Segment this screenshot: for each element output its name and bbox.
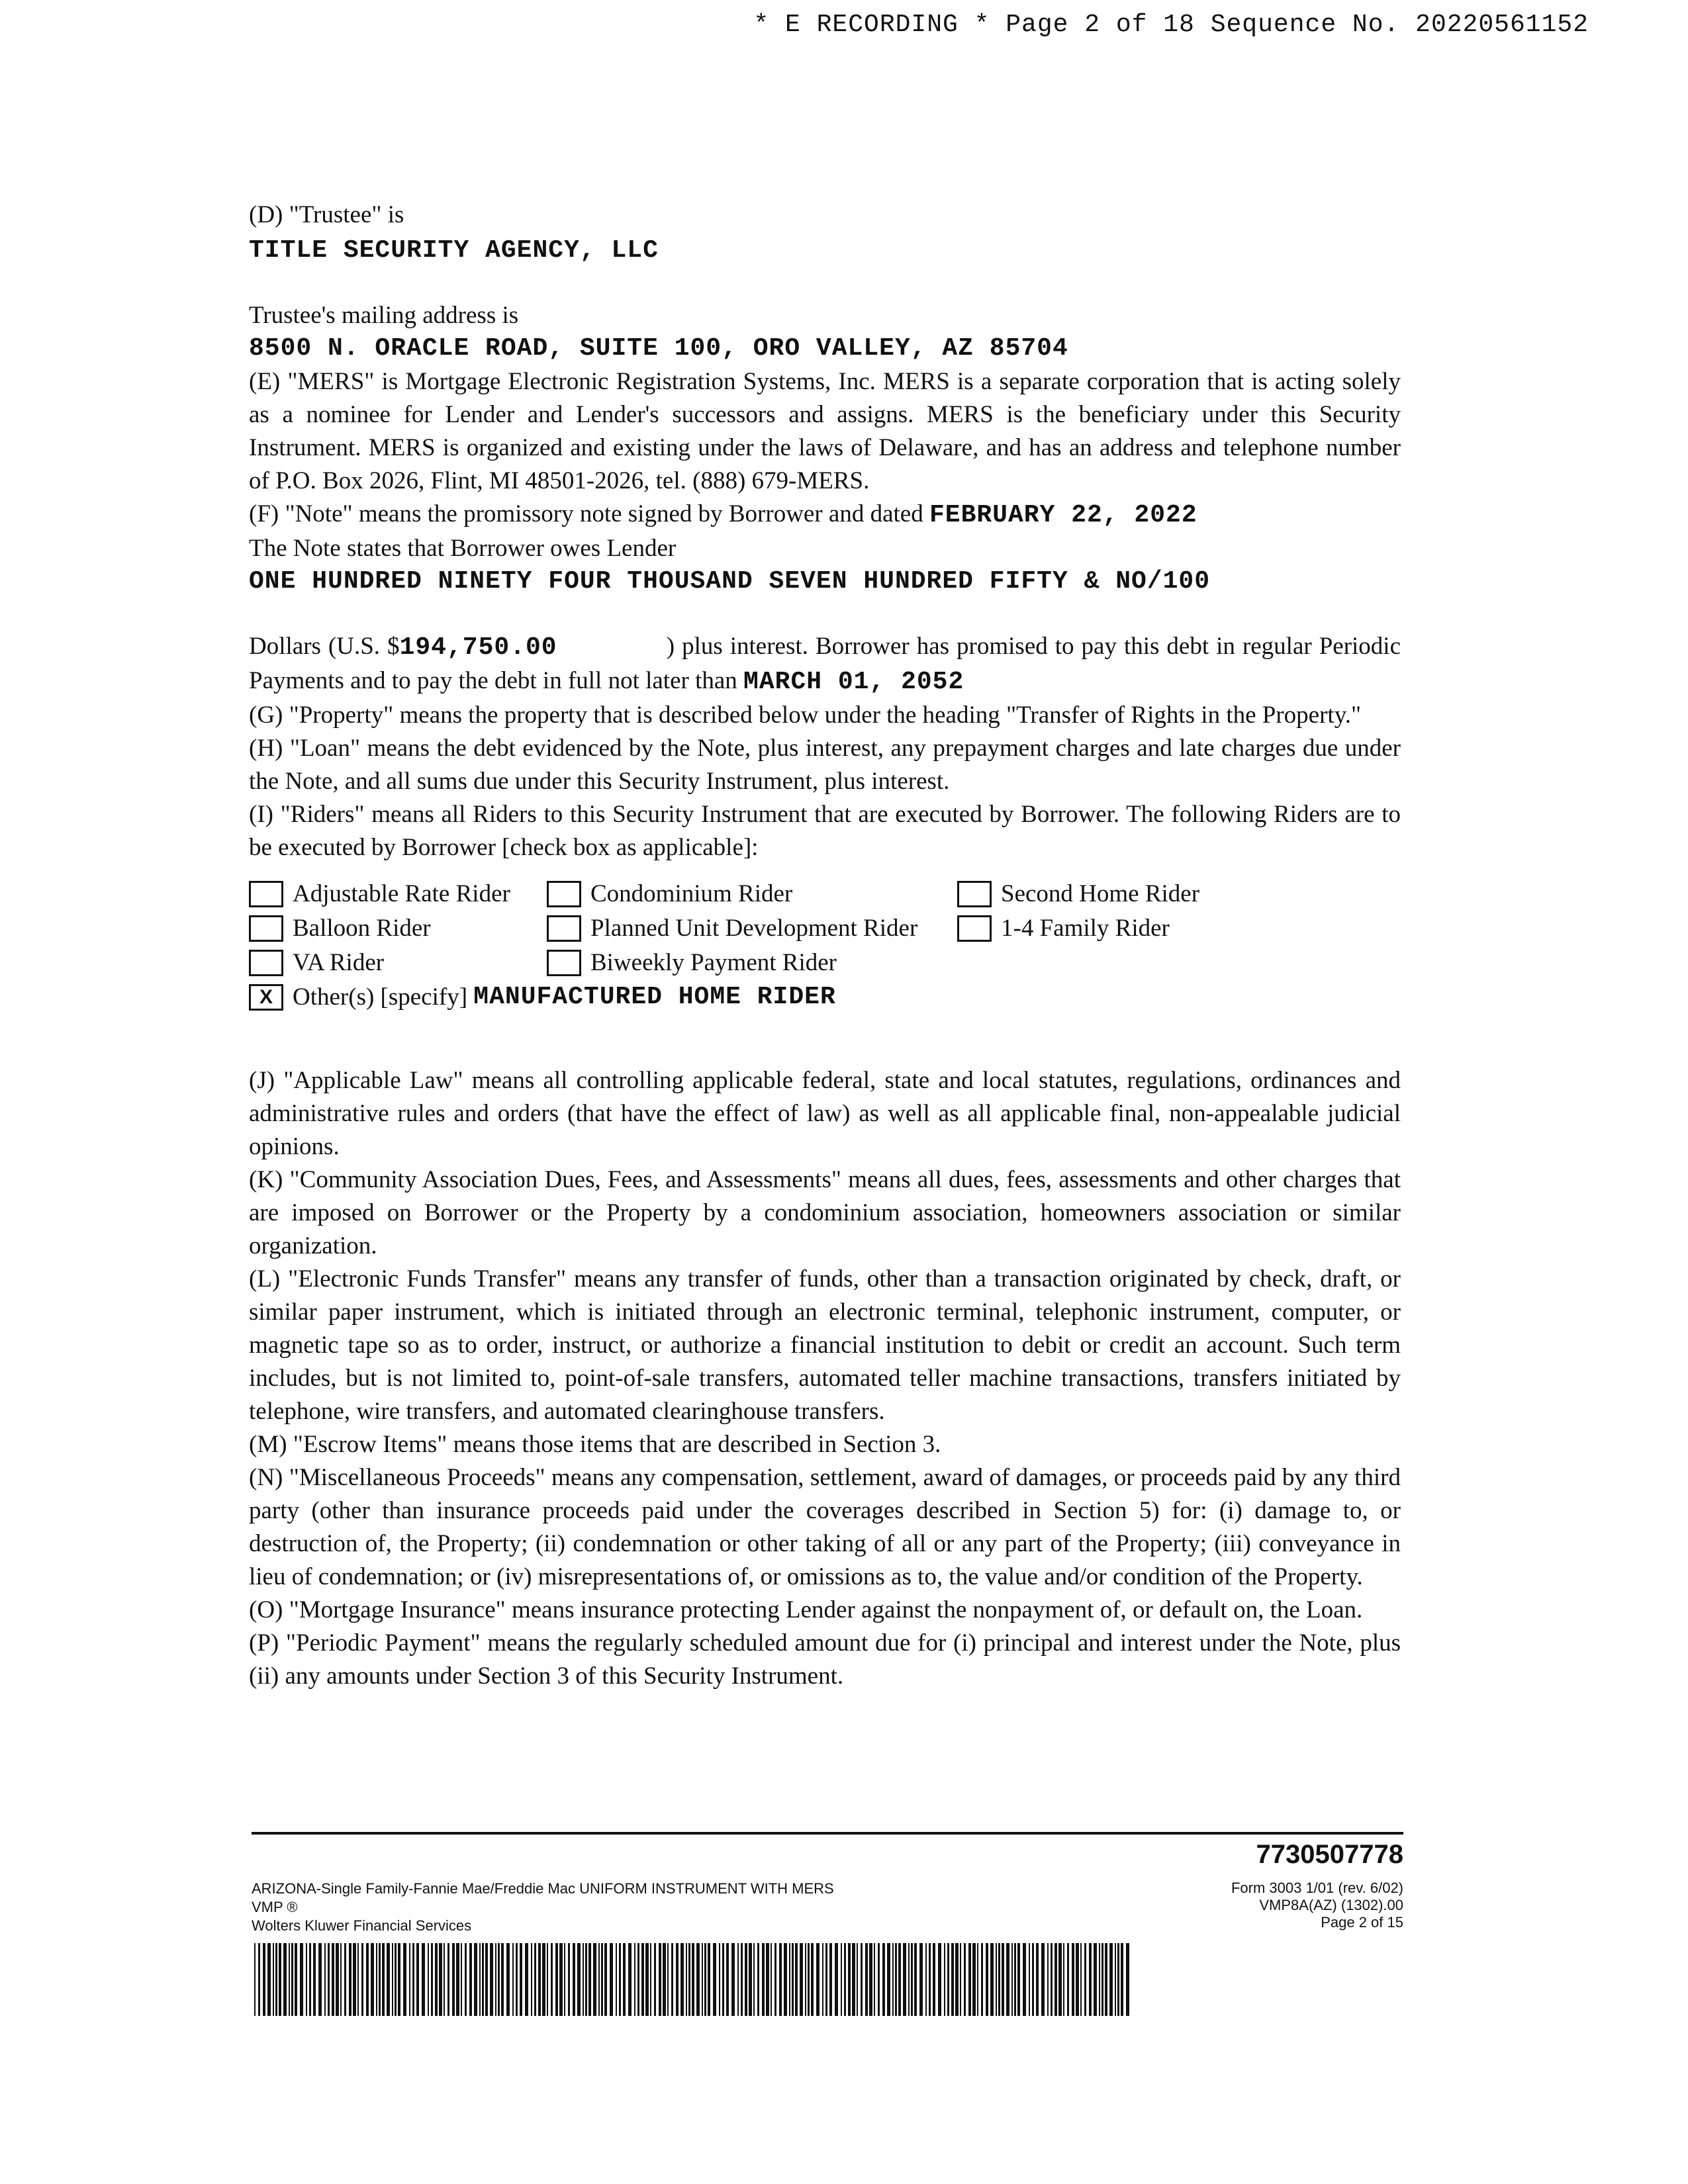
rider-one-four-family <box>957 912 1354 945</box>
va-checkbox <box>249 950 283 976</box>
balloon-checkbox <box>249 915 283 942</box>
form-codes <box>1231 1880 1403 1931</box>
section-i-riders: (I) "Riders" means all Riders to this Security Instrument that are executed by Borrower. The following Riders are to be executed by Borrower [check box as applicable]: <box>249 801 1401 861</box>
section-l-electronic-funds: (L) "Electronic Funds Transfer" means any transfer of funds, other than a transaction originated by check, draft, or similar paper instrument, which is initiated through an electronic terminal, telephonic instrument, computer, or magnetic tape so as to order, instruct, or authorize a financial institution to debit or credit an account. Such term includes, but is not limited to, point-of-sale transfers, automated teller machine transactions, transfers initiated by telephone, wire transfers, and automated clearinghouse transfers. <box>249 1265 1401 1425</box>
form-line-3: Wolters Kluwer Financial Services <box>252 1917 472 1934</box>
section-d-heading: (D) "Trustee" is <box>249 201 404 228</box>
rider-adjustable-rate <box>249 878 547 911</box>
section-o-mortgage-insurance: (O) "Mortgage Insurance" means insurance protecting Lender against the nonpayment of, or default on, the Loan. <box>249 1596 1363 1623</box>
rider-other <box>249 981 1354 1014</box>
planned-unit-label: Planned Unit Development Rider <box>590 915 918 942</box>
recording-stamp: * E RECORDING * Page 2 of 18 Sequence No. 20220561152 <box>753 11 1589 39</box>
rider-biweekly <box>547 946 957 979</box>
section-j-applicable-law: (J) "Applicable Law" means all controlling applicable federal, state and local statutes, regulations, ordinances and administrative rules and orders (that have the effect of law) as well as all applicable final, non-appealable judicial opinions. <box>249 1067 1401 1160</box>
loan-amount-number: 194,750.00 <box>399 633 557 662</box>
section-e-mers: (E) "MERS" is Mortgage Electronic Registration Systems, Inc. MERS is a separate corporation that is acting solely as a nominee for Lender and Lender's successors and assigns. MERS is the beneficiary under this Security Instrument. MERS is organized and existing under the laws of Delaware, and has an address and telephone number of P.O. Box 2026, Flint, MI 48501-2026, tel. (888) 679-MERS. <box>249 368 1401 494</box>
form-line-2: VMP ® <box>252 1899 298 1915</box>
section-p-periodic-payment: (P) "Periodic Payment" means the regularly scheduled amount due for (i) principal and interest under the Note, plus (ii) any amounts under Section 3 of this Security Instrument. <box>249 1629 1401 1690</box>
biweekly-checkbox <box>547 950 581 976</box>
planned-unit-checkbox <box>547 915 581 942</box>
biweekly-label: Biweekly Payment Rider <box>590 949 837 976</box>
vmp-code: VMP8A(AZ) (1302).00 <box>1259 1897 1403 1913</box>
form-number: Form 3003 1/01 (rev. 6/02) <box>1231 1880 1403 1896</box>
loan-number: 7730507778 <box>1256 1840 1403 1869</box>
other-label: Other(s) [specify] <box>293 983 468 1011</box>
condominium-label: Condominium Rider <box>590 880 793 907</box>
trustee-mailing-address: 8500 N. ORACLE ROAD, SUITE 100, ORO VALLEY, AZ 85704 <box>249 334 1068 363</box>
one-four-family-label: 1-4 Family Rider <box>1001 915 1170 942</box>
document-body <box>249 199 1401 1693</box>
section-f-note <box>249 498 1401 532</box>
other-specify: MANUFACTURED HOME RIDER <box>473 983 836 1011</box>
section-h-loan: (H) "Loan" means the debt evidenced by the Note, plus interest, any prepayment charges and late charges due under the Note, and all sums due under this Security Instrument, plus interest. <box>249 735 1401 795</box>
section-f-text: (F) "Note" means the promissory note signed by Borrower and dated <box>249 500 923 527</box>
payment-terms-text: ) plus interest. Borrower has promised to pay this debt in regular Periodic Payments and to pay the debt in full not later than <box>249 633 1401 694</box>
adjustable-rate-label: Adjustable Rate Rider <box>293 880 510 907</box>
note-date: FEBRUARY 22, 2022 <box>929 501 1197 529</box>
page-of: Page 2 of 15 <box>1321 1914 1403 1931</box>
trustee-name: TITLE SECURITY AGENCY, LLC <box>249 236 659 265</box>
va-label: VA Rider <box>293 949 385 976</box>
second-home-checkbox <box>957 881 992 907</box>
barcode-image <box>254 1943 1135 2016</box>
rider-balloon <box>249 912 547 945</box>
form-line-1: ARIZONA-Single Family-Fannie Mae/Freddie Mac UNIFORM INSTRUMENT WITH MERS <box>252 1880 834 1897</box>
section-m-escrow-items: (M) "Escrow Items" means those items that are described in Section 3. <box>249 1431 941 1458</box>
rider-planned-unit <box>547 912 957 945</box>
form-description <box>252 1880 834 1935</box>
rider-condominium <box>547 878 957 911</box>
other-checkbox: X <box>249 984 283 1011</box>
riders-checklist <box>249 878 1401 1014</box>
note-owes-label: The Note states that Borrower owes Lender <box>249 535 677 562</box>
one-four-family-checkbox <box>957 915 992 942</box>
rider-va <box>249 946 547 979</box>
rider-second-home <box>957 878 1354 911</box>
second-home-label: Second Home Rider <box>1001 880 1200 907</box>
section-g-property: (G) "Property" means the property that is described below under the heading "Transfer of Rights in the Property." <box>249 702 1362 729</box>
condominium-checkbox <box>547 881 581 907</box>
section-k-association-dues: (K) "Community Association Dues, Fees, and Assessments" means all dues, fees, assessments and other charges that are imposed on Borrower or the Property by a condominium association, homeowners association or similar organization. <box>249 1166 1401 1259</box>
section-n-misc-proceeds: (N) "Miscellaneous Proceeds" means any compensation, settlement, award of damages, or proceeds paid by any third party (other than insurance proceeds paid under the coverages described in Section 5) for: (i) damage to, or destruction of, the Property; (ii) condemnation or other taking of all or any part of the Property; (iii) conveyance in lieu of condemnation; or (iv) misrepresentations of, or omissions as to, the value and/or condition of the Property. <box>249 1464 1401 1590</box>
trustee-mailing-label: Trustee's mailing address is <box>249 302 519 329</box>
balloon-label: Balloon Rider <box>293 915 431 942</box>
maturity-date: MARCH 01, 2052 <box>743 668 964 696</box>
dollars-label: Dollars (U.S. $ <box>249 633 400 660</box>
footer-rule <box>252 1832 1403 1835</box>
loan-amount-words: ONE HUNDRED NINETY FOUR THOUSAND SEVEN HUNDRED FIFTY & NO/100 <box>249 567 1211 596</box>
adjustable-rate-checkbox <box>249 881 283 907</box>
loan-amount-paragraph <box>249 630 1401 699</box>
